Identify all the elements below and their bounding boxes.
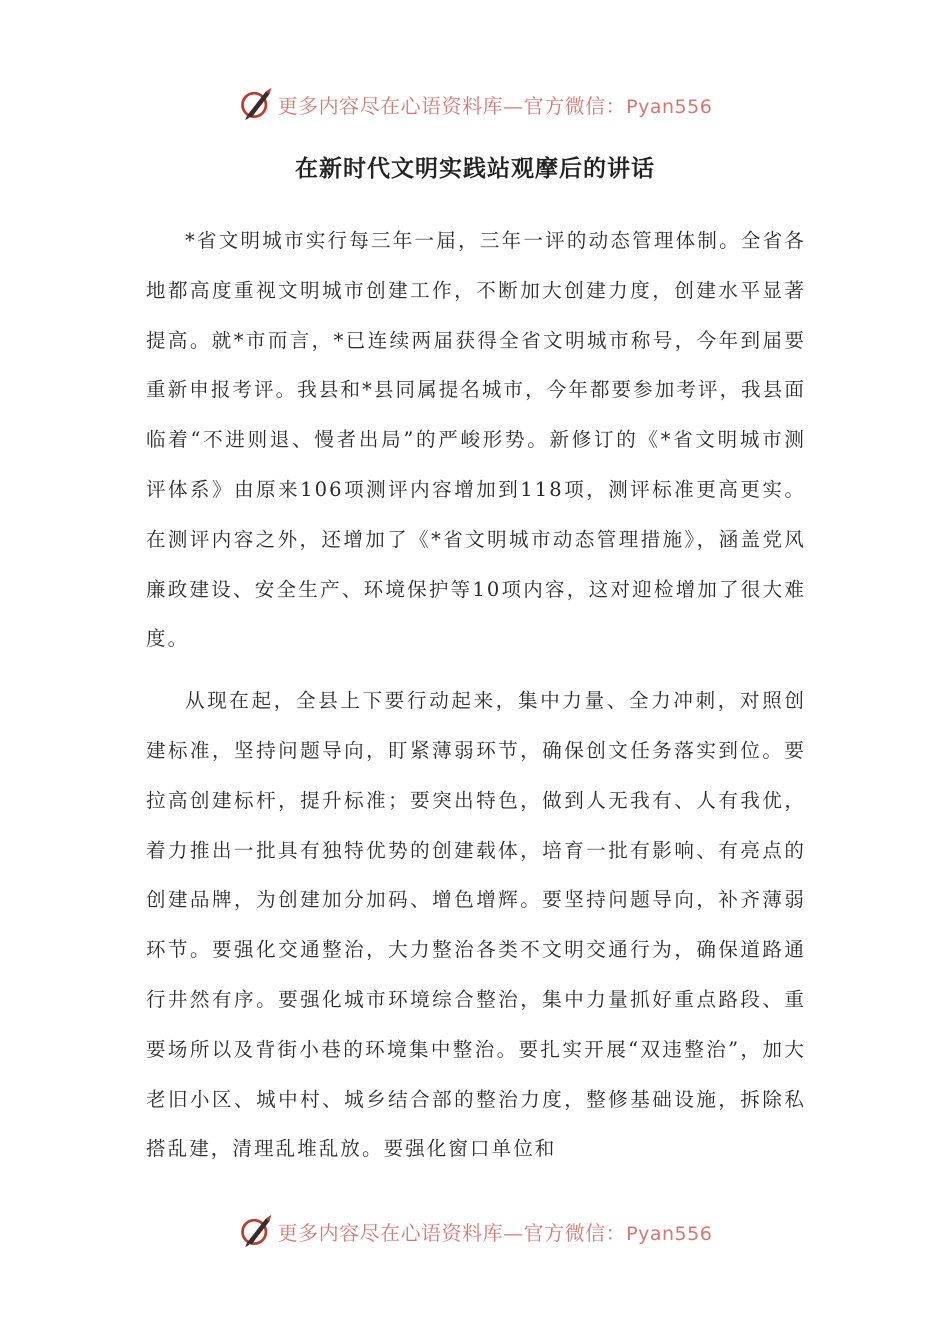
document-body xyxy=(146,216,806,1174)
footer-banner-label: 更多内容尽在心语资料库—官方微信： xyxy=(277,1220,627,1245)
header-banner-text xyxy=(278,90,713,119)
quill-pen-logo-icon xyxy=(238,86,274,122)
document-title: 在新时代文明实践站观摩后的讲话 xyxy=(295,155,655,182)
footer-banner-text xyxy=(278,1217,713,1246)
paragraph-2: 从现在起，全县上下要行动起来，集中力量、全力冲刺，对照创建标准，坚持问题导向，盯紧薄弱环节，确保创文任务落实到位。要拉高创建标杆，提升标准；要突出特色，做到人无我有、人有我优，着力推出一批具有独特优势的创建载体，培育一批有影响、有亮点的创建品牌，为创建加分加码、增色增辉。要坚持问题导向，补齐薄弱环节。要强化交通整治，大力整治各类不文明交通行为，确保道路通行井然有序。要强化城市环境综合整治，集中力量抓好重点路段、重要场所以及背街小巷的环境集中整治。要扎实开展“双违整治”，加大老旧小区、城中村、城乡结合部的整治力度，整修基础设施，拆除私搭乱建，清理乱堆乱放。要强化窗口单位和 xyxy=(146,689,806,1161)
header-banner xyxy=(0,84,950,124)
header-banner-label: 更多内容尽在心语资料库—官方微信： xyxy=(277,93,627,118)
paragraph-1: *省文明城市实行每三年一届，三年一评的动态管理体制。全省各地都高度重视文明城市创建工作，不断加大创建力度，创建水平显著提高。就*市而言，*已连续两届获得全省文明城市称号，今年到届要重新申报考评。我县和*县同属提名城市，今年都要参加考评，我县面临着“不进则退、慢者出局”的严峻形势。新修订的《*省文明城市测评体系》由原来106项测评内容增加到118项，测评标准更高更实。在测评内容之外，还增加了《*省文明城市动态管理措施》，涵盖党风廉政建设、安全生产、环境保护等10项内容，这对迎检增加了很大难度。 xyxy=(146,229,806,651)
footer-wechat-id: Pyan556 xyxy=(626,1222,713,1245)
header-wechat-id: Pyan556 xyxy=(626,95,713,118)
quill-pen-logo-icon xyxy=(238,1213,274,1249)
footer-banner xyxy=(0,1211,950,1251)
